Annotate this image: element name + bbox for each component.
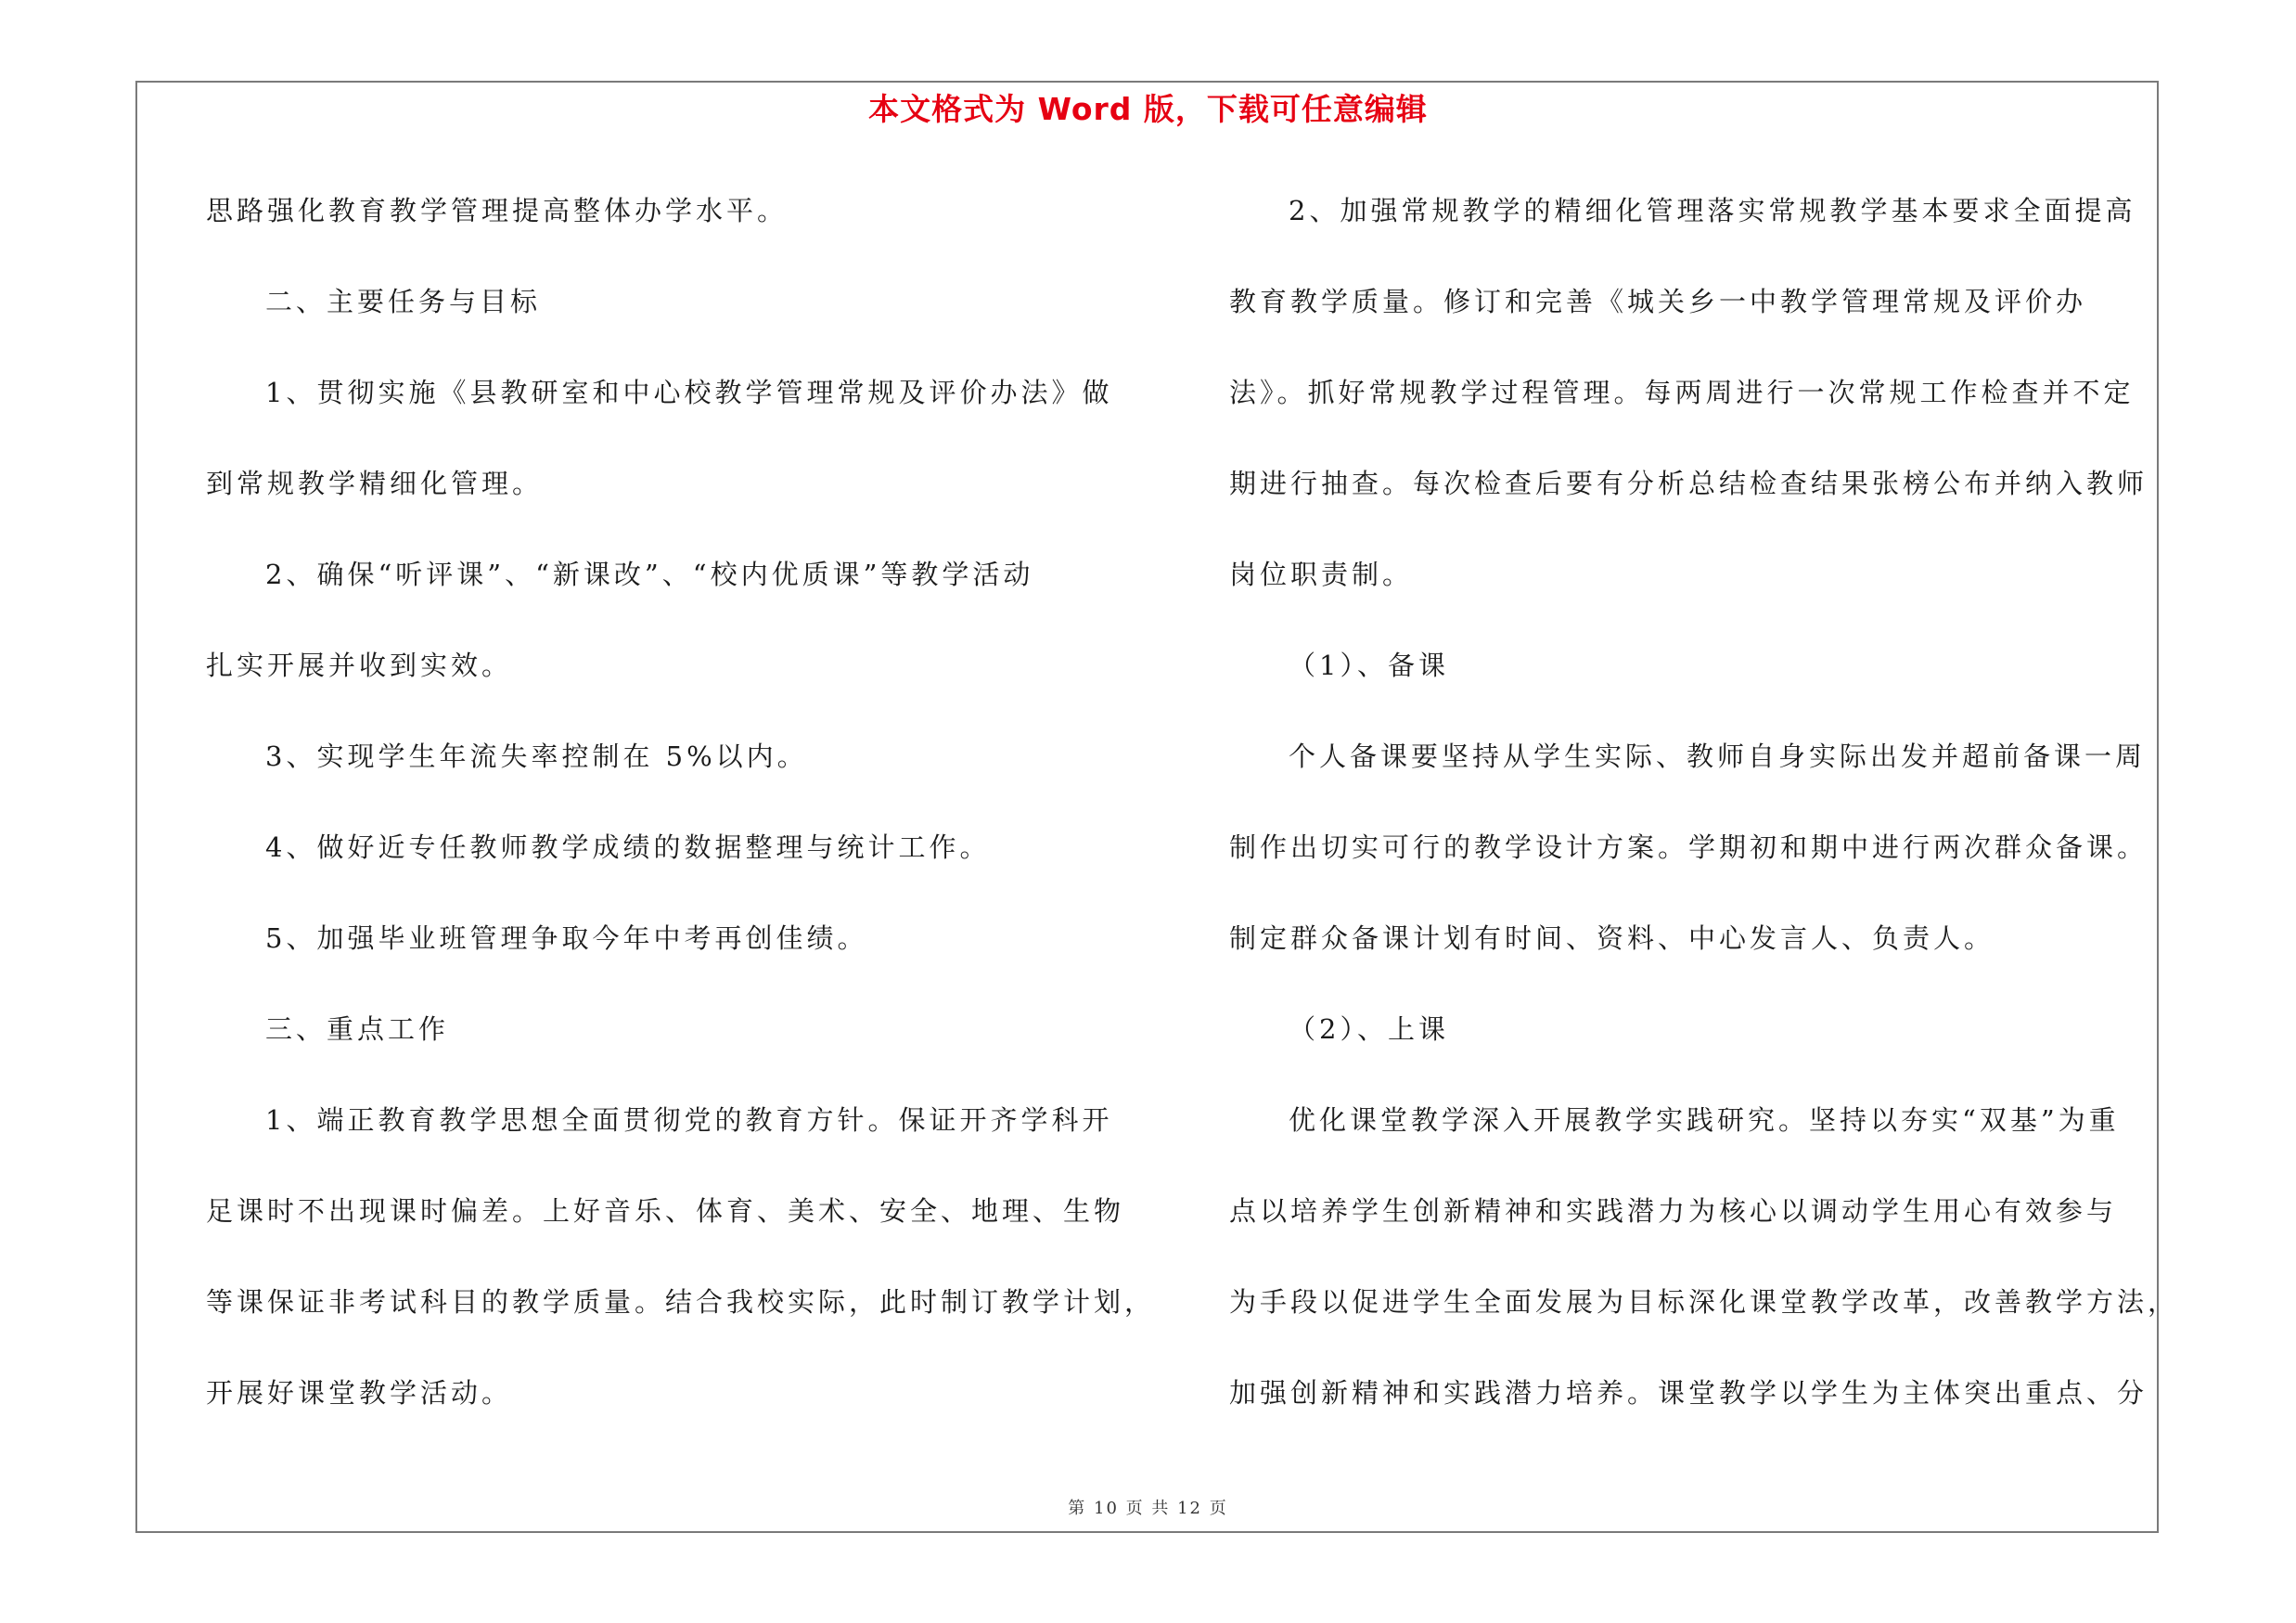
right-column — [1229, 184, 2179, 1457]
text-line: 扎实开展并收到实效。 — [206, 650, 513, 681]
text-line: 5、加强毕业班管理争取今年中考再创佳绩。 — [265, 922, 868, 954]
text-line: 优化课堂教学深入开展教学实践研究。坚持以夯实“双基”为重 — [1289, 1104, 2120, 1136]
text-line: 开展好课堂教学活动。 — [206, 1377, 513, 1409]
text-line: 法》。抓好常规教学过程管理。每两周进行一次常规工作检查并不定 — [1229, 377, 2135, 408]
text-line: 足课时不出现课时偏差。上好音乐、体育、美术、安全、地理、生物 — [206, 1195, 1125, 1227]
text-line: 期进行抽查。每次检查后要有分析总结检查结果张榜公布并纳入教师 — [1229, 468, 2148, 499]
text-line: （2）、上课 — [1289, 1013, 1449, 1045]
text-line: 二、主要任务与目标 — [265, 286, 542, 317]
text-line: 点以培养学生创新精神和实践潜力为核心以调动学生用心有效参与 — [1229, 1195, 2118, 1227]
text-line: 加强创新精神和实践潜力培养。课堂教学以学生为主体突出重点、分 — [1229, 1377, 2148, 1409]
left-column — [206, 184, 1156, 1457]
text-line: 1、贯彻实施《县教研室和中心校教学管理常规及评价办法》做 — [265, 377, 1113, 408]
text-line: 个人备课要坚持从学生实际、教师自身实际出发并超前备课一周 — [1289, 741, 2147, 772]
text-line: 1、端正教育教学思想全面贯彻党的教育方针。保证开齐学科开 — [265, 1104, 1113, 1136]
text-line: 为手段以促进学生全面发展为目标深化课堂教学改革，改善教学方法， — [1229, 1286, 2179, 1318]
page-number: 第 10 页 共 12 页 — [1068, 1499, 1228, 1518]
text-line: 3、实现学生年流失率控制在 5%以内。 — [265, 741, 808, 772]
text-line: （1）、备课 — [1289, 650, 1449, 681]
text-line: 三、重点工作 — [265, 1013, 450, 1045]
text-line: 岗位职责制。 — [1229, 559, 1414, 590]
text-line: 2、加强常规教学的精细化管理落实常规教学基本要求全面提高 — [1289, 195, 2136, 226]
text-line: 制定群众备课计划有时间、资料、中心发言人、负责人。 — [1229, 922, 1995, 954]
text-line: 等课保证非考试科目的教学质量。结合我校实际，此时制订教学计划， — [206, 1286, 1156, 1318]
text-line: 到常规教学精细化管理。 — [206, 468, 544, 499]
text-line: 制作出切实可行的教学设计方案。学期初和期中进行两次群众备课。 — [1229, 831, 2148, 863]
document-banner: 本文格式为 Word 版，下载可任意编辑 — [868, 91, 1428, 127]
text-line: 教育教学质量。修订和完善《城关乡一中教学管理常规及评价办 — [1229, 286, 2087, 317]
text-line: 思路强化教育教学管理提高整体办学水平。 — [206, 195, 789, 226]
text-line: 2、确保“听评课”、“新课改”、“校内优质课”等教学活动 — [265, 559, 1034, 590]
text-line: 4、做好近专任教师教学成绩的数据整理与统计工作。 — [265, 831, 991, 863]
